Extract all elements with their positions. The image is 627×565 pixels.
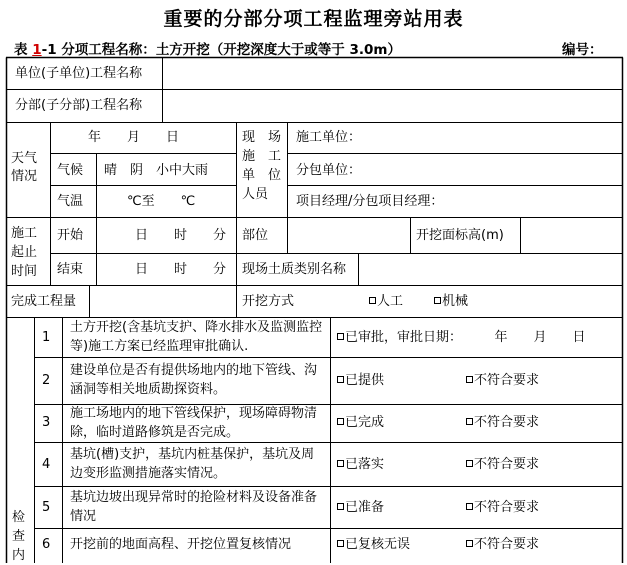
- check-option-noncompliant[interactable]: 不符合要求: [466, 498, 539, 517]
- method-manual-option[interactable]: 人工: [369, 292, 403, 311]
- check-option-approved[interactable]: 已审批，审批日期： 年 月 日: [337, 328, 586, 347]
- check-option-noncompliant[interactable]: 不符合要求: [466, 455, 539, 474]
- table-number: 1: [32, 42, 42, 58]
- check-option-provided[interactable]: 已提供: [337, 371, 384, 390]
- project-manager-label: 项目经理/分包项目经理：: [296, 194, 444, 209]
- table-prefix: 表: [14, 42, 33, 58]
- checkbox-icon: [337, 333, 344, 340]
- checkbox-icon: [466, 460, 473, 467]
- site-staff-label: 现 场 施 工 单 位 人员: [242, 130, 282, 202]
- check-option-noncompliant[interactable]: 不符合要求: [466, 371, 539, 390]
- checkbox-icon: [466, 503, 473, 510]
- item-label: 分项工程名称：: [61, 42, 156, 58]
- row-number: 6: [42, 537, 51, 552]
- unit-project-label: 单位(子单位)工程名称: [15, 66, 143, 81]
- temperature-label: 气温: [57, 194, 84, 209]
- checkbox-icon: [337, 418, 344, 425]
- check-option-verified[interactable]: 已复核无误: [337, 535, 410, 554]
- part-label: 部位: [242, 228, 269, 243]
- check-text: 基坑边坡出现异常时的抢险材料及设备准备情况: [70, 490, 318, 524]
- row-number: 5: [42, 500, 51, 515]
- check-text: 土方开挖(含基坑支护、降水排水及监测监控等)施工方案已经监理审批确认.: [70, 320, 323, 354]
- check-text: 施工场地内的地下管线保护，现场障碍物清除，临时道路修筑是否完成。: [70, 406, 318, 440]
- inspection-label: 检 查 内: [12, 510, 26, 563]
- method-machine-option[interactable]: 机械: [434, 292, 468, 311]
- construction-unit-label: 施工单位：: [296, 130, 362, 145]
- soil-type-label: 现场土质类别名称: [242, 262, 347, 277]
- checkbox-icon: [434, 297, 441, 304]
- page-title: 重要的分部分项工程监理旁站用表: [163, 8, 464, 30]
- check-text: 开挖前的地面高程、开挖位置复核情况: [70, 537, 292, 552]
- check-option-implemented[interactable]: 已落实: [337, 455, 384, 474]
- row-number: 1: [42, 330, 51, 345]
- date-field: 年 月 日: [88, 130, 180, 145]
- elevation-label: 开挖面标高(m): [416, 228, 504, 243]
- checkbox-icon: [337, 540, 344, 547]
- code-label: 编号：: [562, 42, 603, 58]
- end-time-field: 日 时 分: [135, 262, 227, 277]
- check-option-noncompliant[interactable]: 不符合要求: [466, 535, 539, 554]
- item-name: 土方开挖（开挖深度大于或等于 3.0m）: [155, 42, 401, 58]
- checkbox-icon: [337, 460, 344, 467]
- subcontract-unit-label: 分包单位：: [296, 163, 362, 178]
- row-number: 2: [42, 373, 51, 388]
- check-text: 建设单位是否有提供场地内的地下管线、沟涵洞等相关地质勘探资料。: [70, 363, 318, 397]
- check-option-prepared[interactable]: 已准备: [337, 498, 384, 517]
- checkbox-icon: [466, 376, 473, 383]
- climate-options: 晴 阴 小中大雨: [104, 163, 209, 178]
- check-option-noncompliant[interactable]: 不符合要求: [466, 413, 539, 432]
- weather-label: 天气 情况: [11, 151, 38, 184]
- sub-project-label: 分部(子分部)工程名称: [15, 98, 143, 113]
- method-label: 开挖方式: [242, 294, 295, 309]
- check-option-completed[interactable]: 已完成: [337, 413, 384, 432]
- climate-label: 气候: [57, 163, 84, 178]
- check-text: 基坑(槽)支护，基坑内桩基保护，基坑及周边变形监测措施落实情况。: [70, 447, 315, 481]
- table-suffix: -1: [41, 42, 57, 58]
- row-number: 4: [42, 457, 51, 472]
- start-label: 开始: [57, 228, 84, 243]
- row-number: 3: [42, 415, 51, 430]
- end-label: 结束: [57, 262, 84, 277]
- checkbox-icon: [337, 376, 344, 383]
- temperature-value: ℃至 ℃: [127, 194, 196, 209]
- checkbox-icon: [466, 540, 473, 547]
- checkbox-icon: [337, 503, 344, 510]
- time-label: 施工 起止 时间: [11, 226, 38, 279]
- start-time-field: 日 时 分: [135, 228, 227, 243]
- checkbox-icon: [466, 418, 473, 425]
- quantity-label: 完成工程量: [11, 294, 77, 309]
- checkbox-icon: [369, 297, 376, 304]
